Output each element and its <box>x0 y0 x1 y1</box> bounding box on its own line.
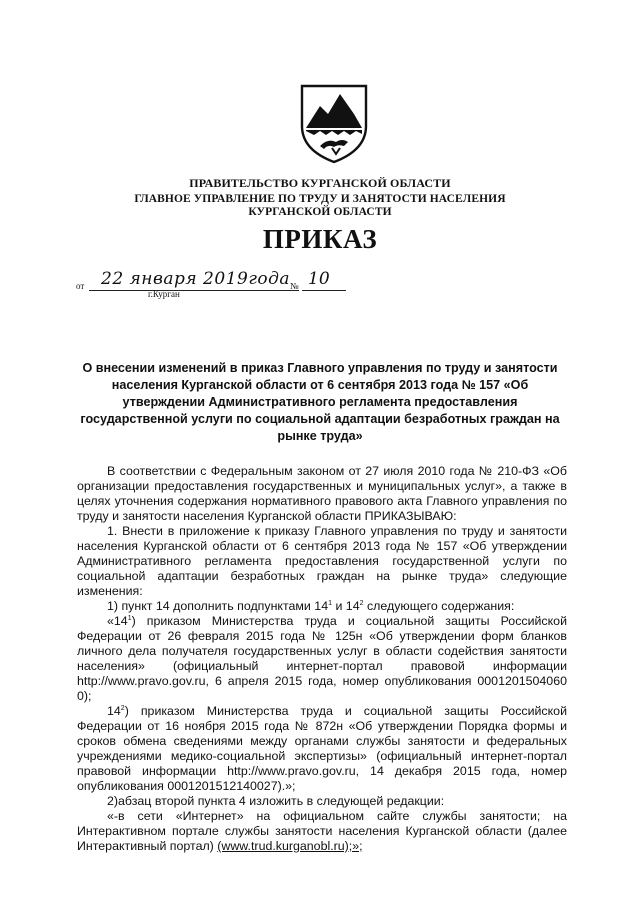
date-number-line <box>76 270 376 294</box>
document-type-heading: ПРИКАЗ <box>262 224 378 254</box>
superscript: 1 <box>328 599 332 607</box>
org-name-region: КУРГАНСКОЙ ОБЛАСТИ <box>248 206 392 218</box>
document-title: О внесении изменений в приказ Главного управления по труду и занятости населения Курганской области от 6 сентября 2013 года № 157 «Об утверждении Административного регламента предоставления государственной услуги по социальной адаптации безработных граждан на рынке труда» <box>80 361 560 443</box>
city-label: г.Курган <box>148 289 180 299</box>
superscript: 2 <box>359 599 364 607</box>
number-field <box>302 270 346 291</box>
paragraph-preamble: В соответствии с Федеральным законом от 27 июля 2010 года № 210-ФЗ «Об организации предоставления государственных и муниципальных услуг», а также в целях уточнения содержания нормативного правового акта Главного управления по труду и занятости населения Курганской области ПРИКАЗЫВАЮ: <box>77 464 567 523</box>
paragraph-14-2: $14^2$) приказом Министерства труда и социальной защиты Российской Федерации от 16 ноября 2015 года № 872н «Об утверждении Порядка формы и сроков обмена сведениями между органами службы занятости и федеральных учреждениями медико-социальной экспертизы» (официальный интернет-портал правовой информации http://www.pravo.gov.ru, 14 декабря 2015 года, номер опубликования 0001201512140027).»; <box>77 704 567 793</box>
org-name-government: ПРАВИТЕЛЬСТВО КУРГАНСКОЙ ОБЛАСТИ <box>189 176 451 190</box>
date-field <box>89 270 299 291</box>
handwritten-number: 10 <box>308 269 330 289</box>
coat-of-arms-emblem <box>298 84 370 164</box>
date-prefix: от <box>76 281 85 291</box>
trud-portal-link[interactable]: (www.trud.kurganobl.ru);»; <box>217 839 363 853</box>
number-prefix: № <box>290 281 299 291</box>
superscript: 1 <box>127 614 132 622</box>
document-body <box>77 464 567 854</box>
paragraph-14-1: «$14^1$) приказом Министерства труда и социальной защиты Российской Федерации от 26 февраля 2015 года № 125н «Об утверждении форм бланков личного дела получателя государственных услуг в области содействия занятости населения» (официальный интернет-портал правовой информации http://www.pravo.gov.ru, 6 апреля 2015 года, номер опубликования 0001201504060 0); <box>77 614 567 703</box>
paragraph-item-1: 1. Внести в приложение к приказу Главного управления по труду и занятости населения Курганской области от 6 сентября 2013 года № 157 «Об утверждении Административного регламента предоставления государственной услуги по социальной адаптации безработных граждан на рынке труда» следующие изменения: <box>77 524 567 598</box>
paragraph-internet-clause: «-в сети «Интернет» на официальном сайте службы занятости; на Интерактивном портале службы занятости населения Курганской области (далее Интерактивный портал) (www.trud.kurganobl.ru);»; <box>77 809 567 853</box>
superscript: 2 <box>120 704 125 712</box>
org-name-department: ГЛАВНОЕ УПРАВЛЕНИЕ ПО ТРУДУ И ЗАНЯТОСТИ НАСЕЛЕНИЯ <box>134 193 506 205</box>
paragraph-subitem-2: 2)абзац второй пункта 4 изложить в следующей редакции: <box>107 794 445 808</box>
paragraph-subitem-1: 1) пункт 14 дополнить подпунктами $14^1$ и $14^2$ следующего содержания: <box>107 599 515 613</box>
handwritten-date: 22 января 2019года <box>101 269 291 289</box>
